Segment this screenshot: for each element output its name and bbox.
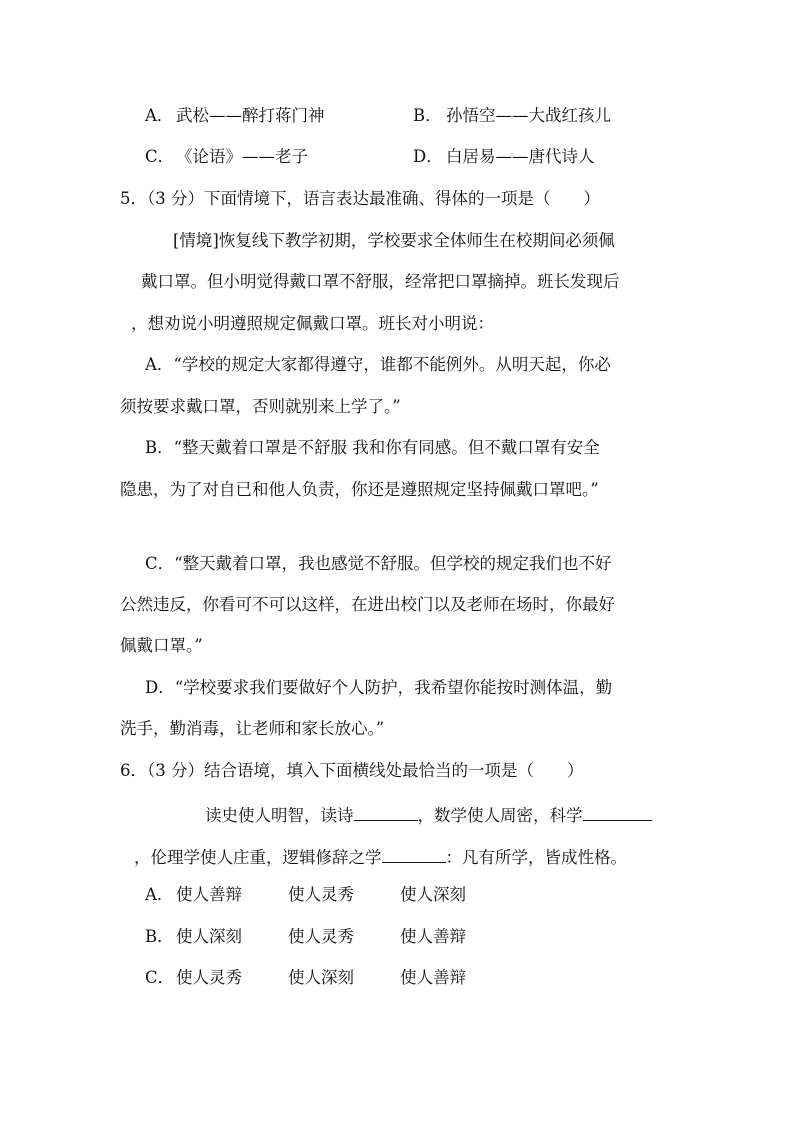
passage-line xyxy=(205,804,652,825)
option-text: 《论语》——老子 xyxy=(176,147,308,166)
option-c-line: C．“整天戴着口罩，我也感觉不舒服。但学校的规定我们也不好 xyxy=(145,554,612,573)
option-c-line: 公然违反，你看可不可以这样，在进出校门以及老师在场时，你最好 xyxy=(120,595,615,614)
option-word: 使人善辩 xyxy=(176,885,242,904)
context-line: 戴口罩。但小明觉得戴口罩不舒服，经常把口罩摘掉。班长发现后 xyxy=(141,272,620,291)
option-d-line: D．“学校要求我们要做好个人防护，我希望你能按时测体温，勤 xyxy=(145,678,613,697)
option-word: 使人灵秀 xyxy=(288,885,354,904)
option-word: 使人灵秀 xyxy=(288,927,354,946)
passage-text: 读史使人明智，读诗 xyxy=(205,806,354,825)
option-c-line: 佩戴口罩。” xyxy=(120,636,203,655)
passage-text: ，伦理学使人庄重，逻辑修辞之学 xyxy=(134,848,382,867)
option-a-line: 须按要求戴口罩，否则就别来上学了。” xyxy=(120,397,401,416)
option-letter: C． xyxy=(145,968,175,987)
option-word: 使人善辩 xyxy=(400,968,466,987)
option-b-line: 隐患，为了对自已和他人负责，你还是遵照规定坚持佩戴口罩吧。” xyxy=(120,480,599,499)
option-text: 白居易——唐代诗人 xyxy=(446,147,595,166)
passage-line xyxy=(134,846,627,867)
context-line: [情境]恢复线下教学初期，学校要求全体师生在校期间必须佩 xyxy=(173,231,615,250)
passage-text: ，数学使人周密，科学 xyxy=(417,806,583,825)
option-text: 孙悟空——大战红孩儿 xyxy=(446,106,611,125)
option-word: 使人深刻 xyxy=(176,927,242,946)
option-a-line: A．“学校的规定大家都得遵守，谁都不能例外。从明天起，你必 xyxy=(145,355,611,374)
question-stem: 6．（3 分）结合语境，填入下面横线处最恰当的一项是（ ） xyxy=(120,761,584,780)
option-text: 武松——醉打蒋门神 xyxy=(176,106,325,125)
passage-text: ：凡有所学，皆成性格。 xyxy=(445,848,627,867)
fill-blank xyxy=(583,804,652,821)
option-word: 使人深刻 xyxy=(400,885,466,904)
option-letter: C． xyxy=(145,147,175,166)
option-letter: B． xyxy=(145,927,174,946)
option-d-line: 洗手，勤消毒，让老师和家长放心。” xyxy=(120,719,385,738)
option-word: 使人灵秀 xyxy=(176,968,242,987)
option-letter: D． xyxy=(413,147,443,166)
option-letter: A． xyxy=(145,106,174,125)
option-letter: A． xyxy=(145,885,174,904)
context-line: ，想劝说小明遵照规定佩戴口罩。班长对小明说： xyxy=(131,314,494,333)
option-word: 使人深刻 xyxy=(288,968,354,987)
option-b-line: B．“整天戴着口罩是不舒服 我和你有同感。但不戴口罩有安全 xyxy=(145,438,600,457)
option-letter: B． xyxy=(413,106,442,125)
option-word: 使人善辩 xyxy=(400,927,466,946)
question-stem: 5．（3 分）下面情境下，语言表达最准确、得体的一项是（ ） xyxy=(120,189,600,208)
fill-blank xyxy=(354,804,418,821)
fill-blank xyxy=(382,846,446,863)
